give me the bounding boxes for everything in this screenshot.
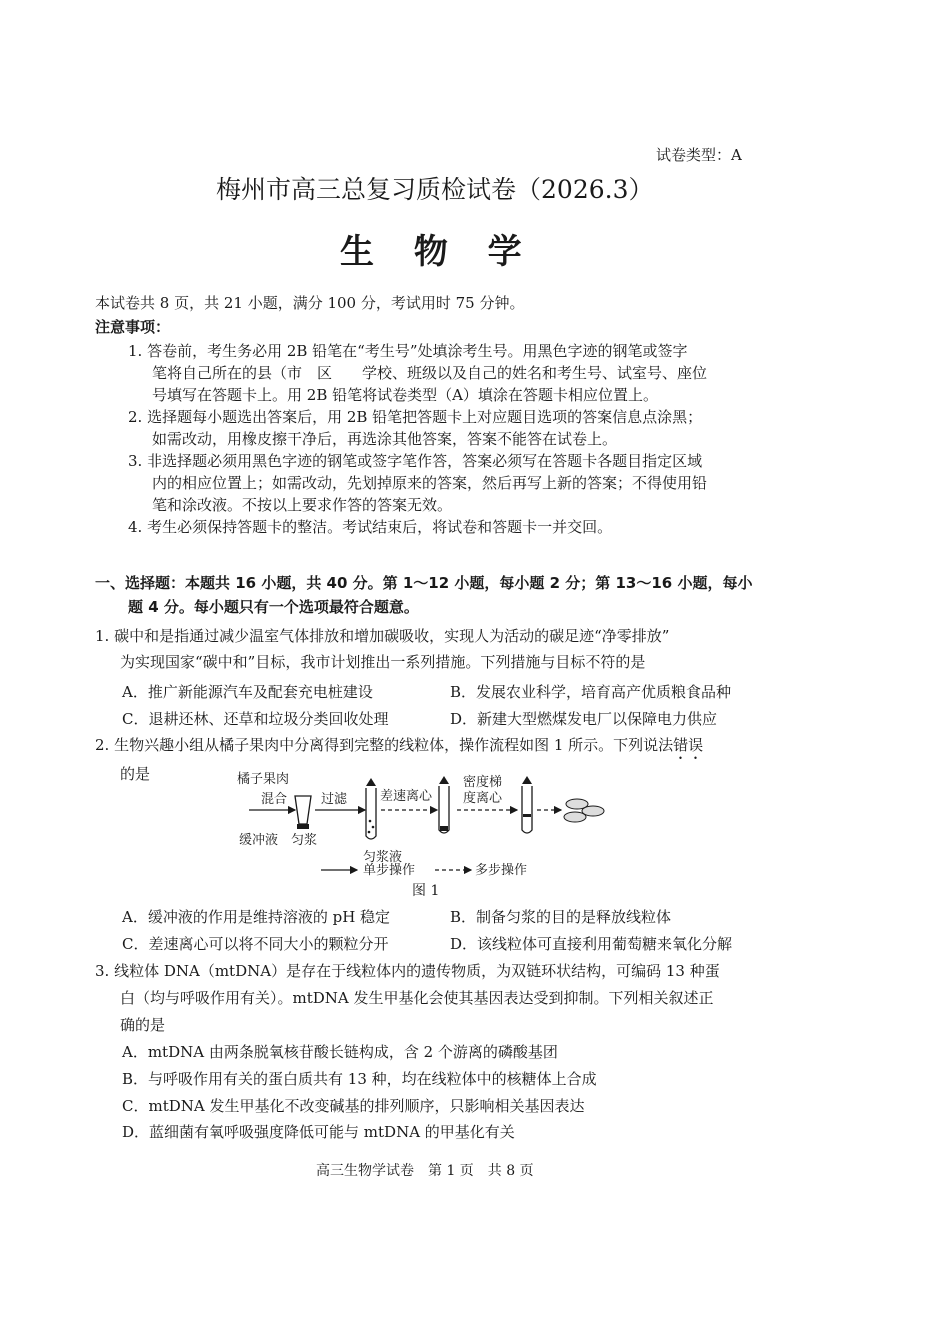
legend-multi-step: 多步操作 bbox=[475, 863, 528, 878]
note-3-line-3: 笔和涂改液。不按以上要求作答的答案无效。 bbox=[152, 496, 453, 514]
fig-label-differential-centrifugation: 差速离心 bbox=[380, 789, 433, 804]
q1-option-d: D．新建大型燃煤发电厂以保障电力供应 bbox=[450, 710, 718, 728]
fig-label-homogenate: 匀浆液 bbox=[363, 850, 403, 865]
note-4-line-1: 4. 考生必须保持答题卡的整洁。考试结束后，将试卷和答题卡一并交回。 bbox=[128, 518, 613, 536]
note-2-line-2: 如需改动，用橡皮擦干净后，再选涂其他答案，答案不能答在试卷上。 bbox=[152, 430, 618, 448]
fig-label-mix: 混合 bbox=[261, 792, 288, 807]
fig-label-orange-pulp: 橘子果肉 bbox=[237, 772, 290, 787]
exam-title: 梅州市高三总复习质检试卷（2026.3） bbox=[216, 175, 654, 204]
q2-option-a: A．缓冲液的作用是维持溶液的 pH 稳定 bbox=[122, 908, 391, 926]
section-1-heading-line-1: 一、选择题：本题共 16 小题，共 40 分。第 1～12 小题，每小题 2 分；第 13～16 小题，每小 bbox=[95, 574, 753, 592]
paper-type: 试卷类型：A bbox=[656, 146, 742, 164]
q1-option-b: B．发展农业科学，培育高产优质粮食品种 bbox=[450, 683, 732, 701]
homogenate-tube-icon bbox=[366, 778, 376, 839]
q2-option-d: D．该线粒体可直接利用葡萄糖来氧化分解 bbox=[450, 935, 733, 953]
note-1-line-2: 笔将自己所在的县（市 区 学校、班级以及自己的姓名和考生号、试室号、座位 bbox=[152, 364, 708, 382]
q3-option-b: B．与呼吸作用有关的蛋白质共有 13 种，均在线粒体中的核糖体上合成 bbox=[122, 1070, 597, 1088]
q2-option-c: C．差速离心可以将不同大小的颗粒分开 bbox=[122, 935, 389, 953]
page-footer: 高三生物学试卷 第 1 页 共 8 页 bbox=[316, 1163, 534, 1179]
q1-option-a: A．推广新能源汽车及配套充电桩建设 bbox=[122, 683, 373, 701]
q3-stem-line-3: 确的是 bbox=[120, 1016, 166, 1034]
q1-option-c: C．退耕还林、还草和垃圾分类回收处理 bbox=[122, 710, 389, 728]
q3-stem-line-2: 白（均与呼吸作用有关）。mtDNA 发生甲基化会使其基因表达受到抑制。下列相关叙述正 bbox=[120, 989, 714, 1007]
note-1-line-1: 1. 答卷前，考生务必用 2B 铅笔在“考生号”处填涂考生号。用黑色字迹的钢笔或签字 bbox=[128, 342, 688, 360]
figure-1-caption: 图 1 bbox=[412, 883, 440, 899]
q2-option-b: B．制备匀浆的目的是释放线粒体 bbox=[450, 908, 672, 926]
figure-1-flowchart bbox=[225, 766, 625, 878]
q2-stem-main: 2. 生物兴趣小组从橘子果肉中分离得到完整的线粒体，操作流程如图 1 所示。下列说法 bbox=[95, 736, 674, 754]
notes-title: 注意事项： bbox=[95, 318, 171, 336]
mitochondria-icon bbox=[564, 799, 604, 822]
note-3-line-2: 内的相应位置上；如需改动，先划掉原来的答案，然后再写上新的答案；不得使用铅 bbox=[152, 474, 708, 492]
blender-icon bbox=[295, 796, 311, 829]
note-1-line-3: 号填写在答题卡上。用 2B 铅笔将试卷类型（A）填涂在答题卡相应位置上。 bbox=[152, 386, 658, 404]
section-1-heading-line-2: 题 4 分。每小题只有一个选项最符合题意。 bbox=[128, 598, 419, 616]
q1-stem-line-2: 为实现国家“碳中和”目标，我市计划推出一系列措施。下列措施与目标不符的是 bbox=[120, 653, 646, 671]
exam-summary: 本试卷共 8 页，共 21 小题，满分 100 分，考试用时 75 分钟。 bbox=[95, 294, 525, 312]
q1-stem-line-1: 1. 碳中和是指通过减少温室气体排放和增加碳吸收，实现人为活动的碳足迹“净零排放” bbox=[95, 627, 670, 645]
fig-label-density-gradient-1: 密度梯 bbox=[463, 775, 503, 790]
q3-option-c: C．mtDNA 发生甲基化不改变碱基的排列顺序，只影响相关基因表达 bbox=[122, 1097, 585, 1115]
subject-title: 生 物 学 bbox=[340, 232, 536, 272]
note-2-line-1: 2. 选择题每小题选出答案后，用 2B 铅笔把答题卡上对应题目选项的答案信息点涂黑； bbox=[128, 408, 703, 426]
fig-label-buffer: 缓冲液 bbox=[239, 833, 279, 848]
fig-label-density-gradient-2: 度离心 bbox=[463, 791, 503, 806]
q3-option-a: A．mtDNA 由两条脱氧核苷酸长链构成，含 2 个游离的磷酸基团 bbox=[122, 1043, 558, 1061]
fig-label-filter: 过滤 bbox=[321, 792, 348, 807]
centrifuge-tube-2-icon bbox=[522, 776, 532, 833]
q3-option-d: D．蓝细菌有氧呼吸强度降低可能与 mtDNA 的甲基化有关 bbox=[122, 1123, 515, 1141]
q2-stem-emphasis: 错误 bbox=[673, 736, 704, 754]
centrifuge-tube-1-icon bbox=[439, 776, 449, 833]
legend-single-step: 单步操作 bbox=[363, 863, 416, 878]
q3-stem-line-1: 3. 线粒体 DNA（mtDNA）是存在于线粒体内的遗传物质，为双链环状结构，可编码 13 种蛋 bbox=[95, 962, 720, 980]
fig-label-homogenize: 匀浆 bbox=[291, 833, 318, 848]
note-3-line-1: 3. 非选择题必须用黑色字迹的钢笔或签字笔作答，答案必须写在答题卡各题目指定区域 bbox=[128, 452, 703, 470]
q2-stem-line-2: 的是 bbox=[120, 765, 151, 783]
q2-stem-line-1 bbox=[95, 734, 703, 763]
